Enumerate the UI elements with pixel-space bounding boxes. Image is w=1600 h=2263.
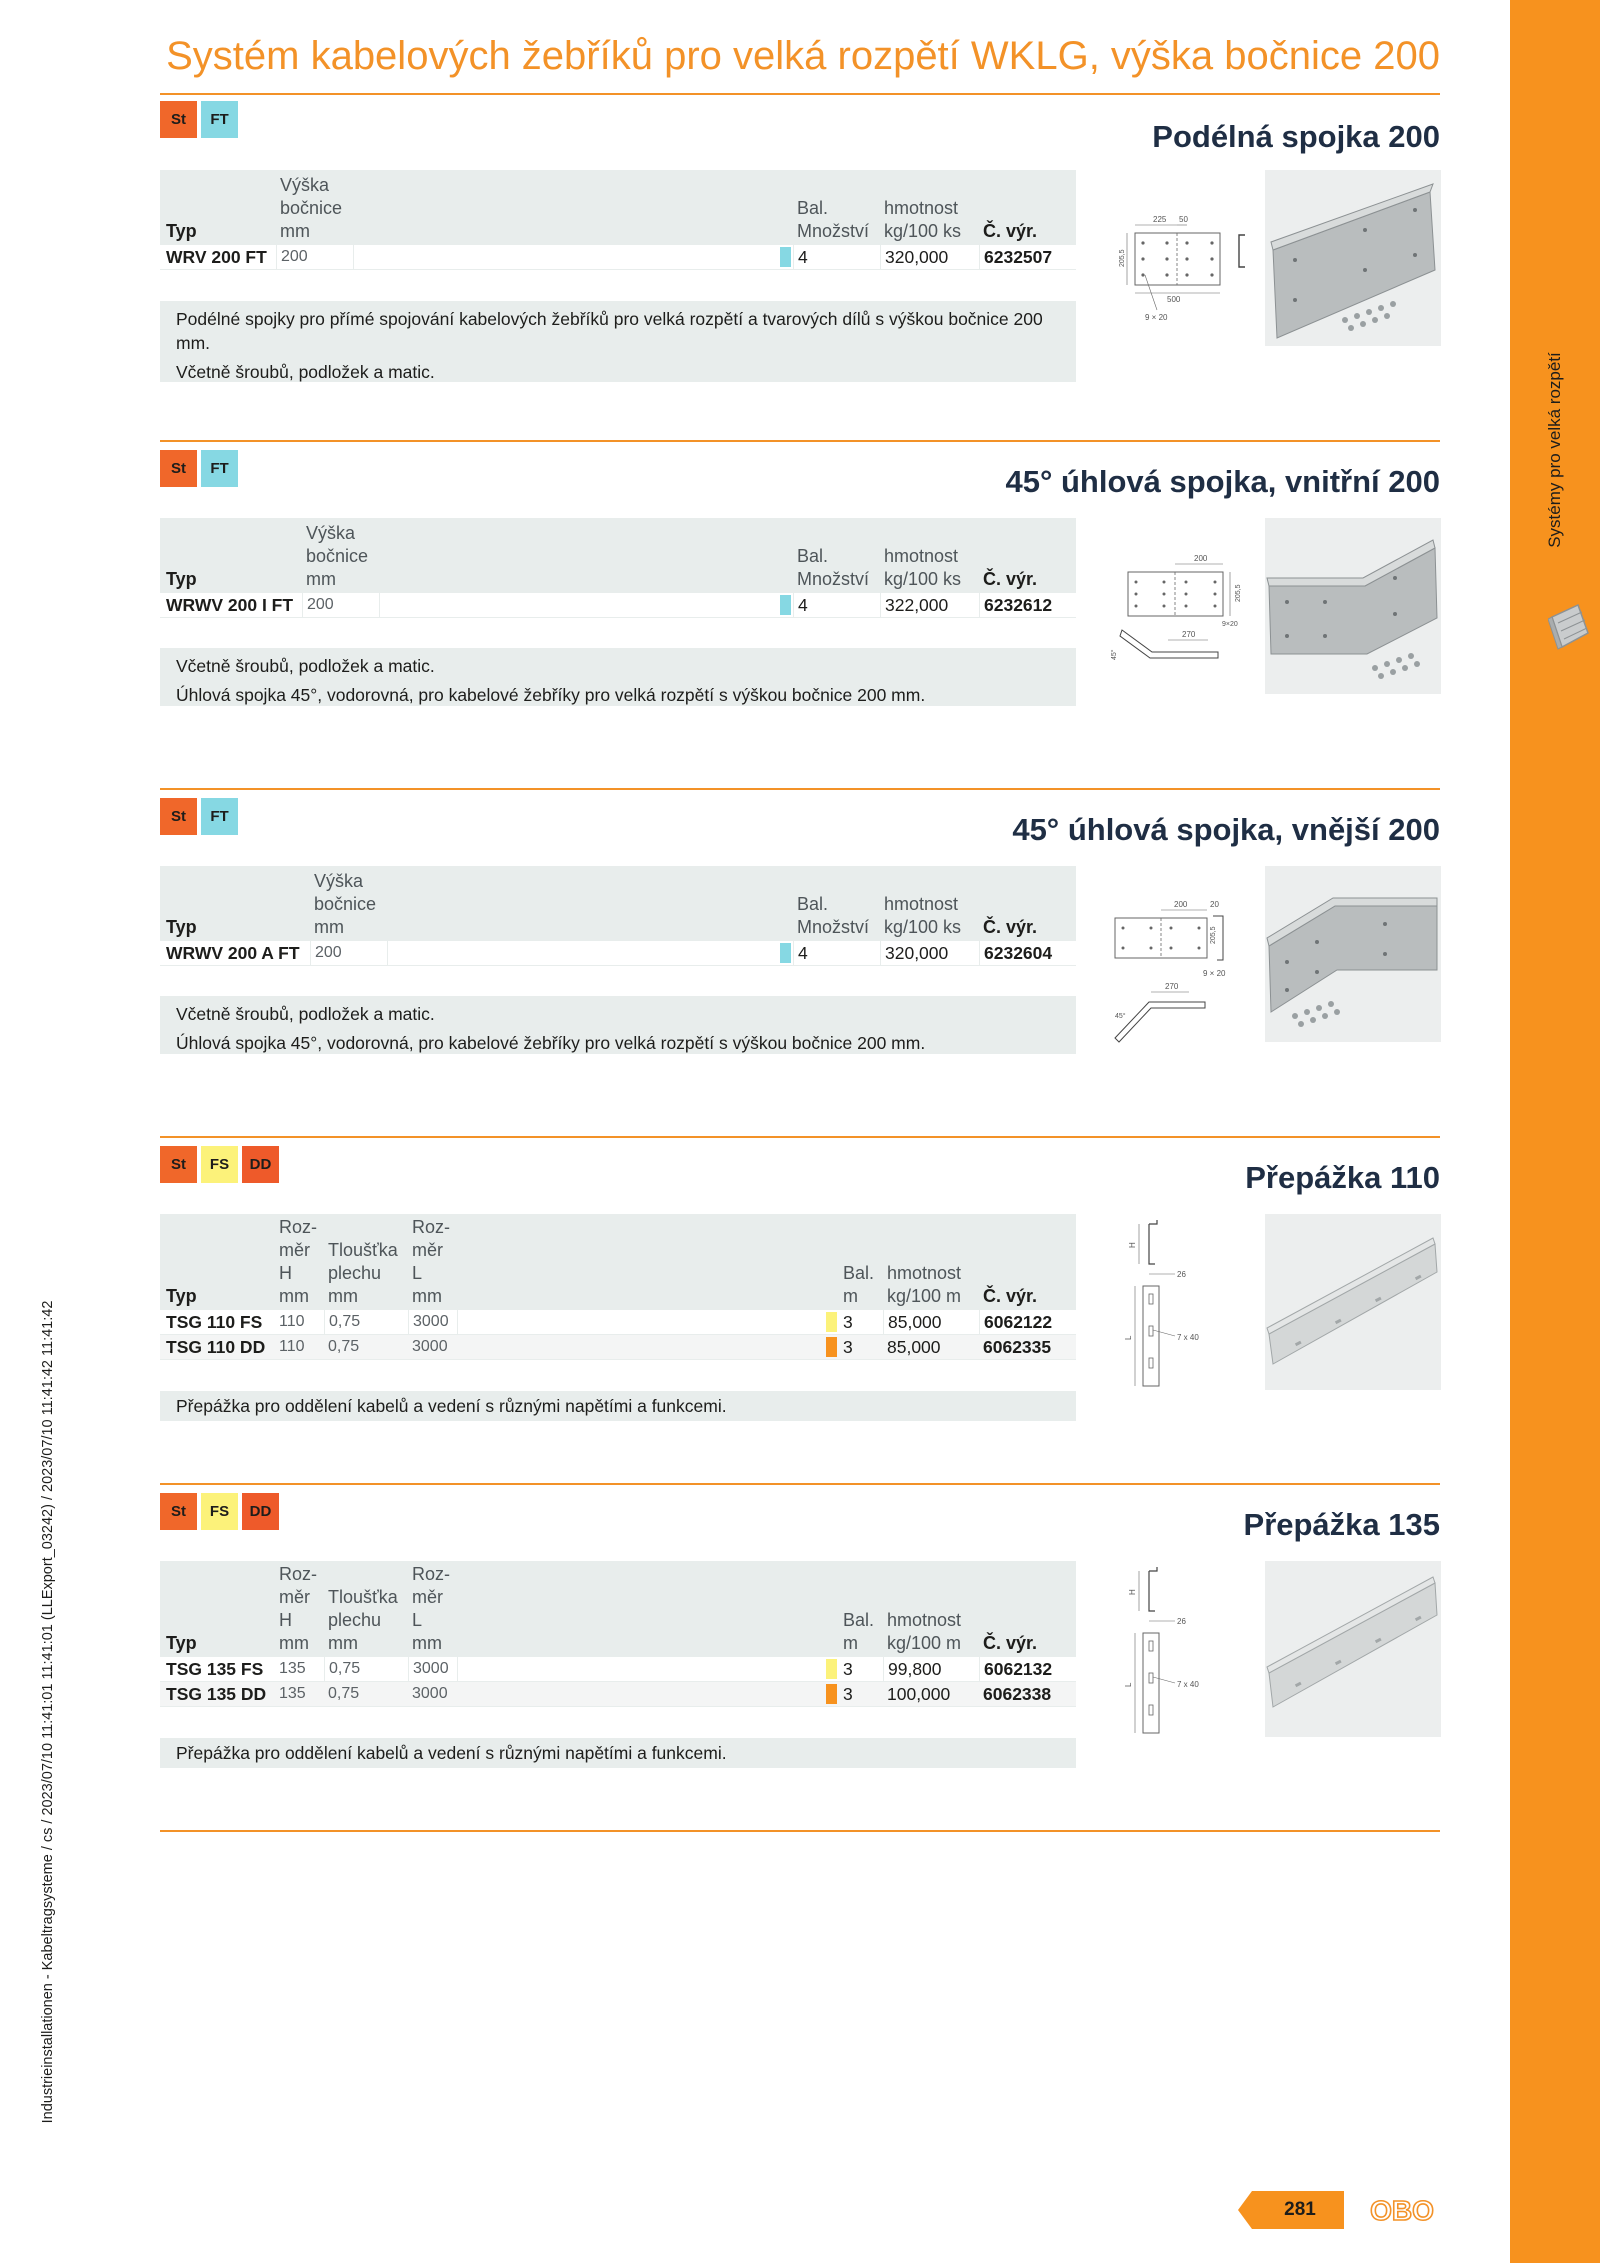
dim-label: H — [1128, 1242, 1137, 1248]
dim-label: 200 — [1174, 900, 1188, 909]
cell-hmotnost: 100,000 — [887, 1684, 951, 1704]
header-hmotnost: hmotnost kg/100 ks — [884, 894, 962, 937]
material-badges — [160, 450, 238, 487]
material-badges — [160, 798, 238, 835]
material-badges — [160, 1493, 279, 1530]
header-tloustka: Tloušťka plechu mm — [328, 1240, 398, 1306]
description-text: Úhlová spojka 45°, vodorovná, pro kabelové žebříky pro velká rozpětí s výškou bočnice 200 mm. — [176, 1033, 926, 1053]
cell-spacer — [353, 245, 789, 269]
table-row — [160, 1682, 1076, 1707]
dim-label: 270 — [1182, 630, 1196, 639]
dim-label: 9×20 — [1222, 621, 1238, 628]
technical-drawing — [1105, 888, 1245, 1063]
dim-label: 20 — [1210, 900, 1219, 909]
header-typ: Typ — [166, 1633, 197, 1653]
header-typ: Typ — [166, 1286, 197, 1306]
dim-label: 500 — [1167, 295, 1181, 304]
product-table — [160, 1214, 1076, 1360]
section-title: 45° úhlová spojka, vnější 200 — [1012, 812, 1440, 847]
header-bal: Bal. Množství — [797, 198, 870, 241]
svg-text:OBO: OBO — [1370, 2195, 1434, 2226]
section-rule — [160, 440, 1440, 442]
cell-bal: 4 — [793, 941, 882, 965]
table-row — [160, 1310, 1076, 1335]
table-row — [160, 245, 1076, 270]
dim-label: 270 — [1165, 982, 1179, 991]
header-rozmer-h: Roz- měr H mm — [279, 1217, 318, 1306]
description-box — [160, 1391, 1076, 1421]
header-vyska: Výška bočnice mm — [306, 523, 369, 589]
cell-tloustka: 0,75 — [328, 1338, 360, 1355]
title-rule — [160, 93, 1440, 95]
header-rozmer-l: Roz- měr L mm — [412, 1564, 451, 1653]
header-vyska: Výška bočnice mm — [280, 175, 343, 241]
dim-label: 50 — [1179, 215, 1188, 224]
table-header — [160, 518, 1076, 593]
product-photo — [1265, 1214, 1441, 1390]
product-photo — [1265, 866, 1441, 1042]
vertical-meta-text: Industrieinstallationen - Kabeltragsysteme / cs / 2023/07/10 11:41:01 11:41:01 (LLExport_03242) / 2023/07/10 11:41:42 11:41:42 — [40, 1300, 56, 2124]
description-text: Včetně šroubů, podložek a matic. — [176, 656, 435, 676]
cell-bal: 3 — [843, 1337, 853, 1357]
section-rule — [160, 1136, 1440, 1138]
badge-st: St — [160, 798, 197, 835]
dim-label: 9 × 20 — [1203, 969, 1226, 978]
cable-ladder-icon — [1548, 603, 1592, 651]
finish-chip-dd — [826, 1337, 837, 1357]
technical-drawing — [1113, 1563, 1253, 1738]
cell-rozmer-h: 135 — [279, 1660, 306, 1677]
cell-rozmer-l: 3000 — [412, 1685, 448, 1702]
cell-typ: TSG 110 DD — [166, 1337, 266, 1357]
product-table — [160, 866, 1076, 966]
cell-hmotnost: 85,000 — [887, 1337, 941, 1357]
dim-label: 26 — [1177, 1270, 1186, 1279]
header-rozmer-l: Roz- měr L mm — [412, 1217, 451, 1306]
dim-label: 205,5 — [1235, 584, 1242, 602]
dim-label: 45° — [1115, 1013, 1126, 1020]
badge-fs: FS — [201, 1146, 238, 1183]
header-hmotnost: hmotnost kg/100 m — [887, 1610, 962, 1653]
cell-cislo-vyr: 6232507 — [979, 245, 1076, 269]
header-tloustka: Tloušťka plechu mm — [328, 1587, 398, 1653]
technical-drawing — [1113, 1216, 1253, 1391]
section-title: Podélná spojka 200 — [1152, 119, 1440, 154]
technical-drawing — [1115, 205, 1255, 380]
badge-ft: FT — [201, 101, 238, 138]
cell-hmotnost: 99,800 — [883, 1657, 984, 1681]
section-title: Přepážka 110 — [1245, 1160, 1440, 1195]
product-photo — [1265, 170, 1441, 346]
cell-typ: WRWV 200 I FT — [166, 595, 294, 615]
header-hmotnost: hmotnost kg/100 ks — [884, 198, 962, 241]
cell-rozmer-l: 3000 — [408, 1310, 457, 1334]
product-photo — [1265, 518, 1441, 694]
badge-dd: DD — [242, 1493, 279, 1530]
description-text: Podélné spojky pro přímé spojování kabelových žebříků pro velká rozpětí a tvarových dílů s výškou bočnice 200 mm. — [176, 309, 1043, 353]
description-box — [160, 301, 1076, 382]
table-row — [160, 941, 1076, 966]
cell-typ: WRV 200 FT — [166, 247, 267, 267]
cell-typ: TSG 110 FS — [166, 1312, 263, 1332]
cell-cislo-vyr: 6062132 — [979, 1657, 1076, 1681]
cell-spacer — [387, 941, 780, 965]
description-box — [160, 648, 1076, 706]
cell-bal: 4 — [793, 593, 882, 617]
cell-spacer — [457, 1310, 826, 1334]
header-cislo-vyr: Č. výr. — [983, 917, 1038, 937]
dim-label: 26 — [1177, 1617, 1186, 1626]
cell-bal: 4 — [793, 245, 882, 269]
cell-rozmer-h: 135 — [279, 1685, 306, 1702]
section-rule — [160, 788, 1440, 790]
cell-typ: TSG 135 FS — [166, 1659, 264, 1679]
table-row — [160, 593, 1076, 618]
cell-tloustka: 0,75 — [328, 1685, 360, 1702]
cell-cislo-vyr: 6232612 — [979, 593, 1076, 617]
header-vyska: Výška bočnice mm — [314, 871, 377, 937]
side-band — [1510, 0, 1600, 2263]
description-text: Včetně šroubů, podložek a matic. — [176, 1004, 435, 1024]
description-text: Přepážka pro oddělení kabelů a vedení s různými napětími a funkcemi. — [176, 1396, 727, 1416]
dim-label: H — [1128, 1589, 1137, 1595]
page-number: 281 — [1284, 2199, 1316, 2220]
dim-label: 225 — [1153, 215, 1167, 224]
finish-chip-fs — [826, 1312, 837, 1332]
product-table — [160, 518, 1076, 618]
cell-bal: 3 — [843, 1684, 853, 1704]
section-rule — [160, 1483, 1440, 1485]
obo-logo — [1362, 2191, 1442, 2229]
dim-label: 9 × 20 — [1145, 313, 1168, 322]
header-typ: Typ — [166, 221, 197, 241]
description-text: Úhlová spojka 45°, vodorovná, pro kabelové žebříky pro velká rozpětí s výškou bočnice 200 mm. — [176, 685, 926, 705]
badge-ft: FT — [201, 450, 238, 487]
cell-spacer — [457, 1657, 826, 1681]
header-typ: Typ — [166, 569, 197, 589]
dim-label: 205,5 — [1119, 249, 1126, 267]
dim-label: 205,5 — [1210, 926, 1217, 944]
dim-label: 7 x 40 — [1177, 1680, 1199, 1689]
dim-label: 200 — [1194, 554, 1208, 563]
cell-vyska: 200 — [302, 593, 383, 617]
product-table — [160, 1561, 1076, 1707]
table-row — [160, 1335, 1076, 1360]
table-header — [160, 170, 1076, 245]
product-photo — [1265, 1561, 1441, 1737]
cell-tloustka: 0,75 — [324, 1310, 413, 1334]
section-rule — [160, 1830, 1440, 1832]
cell-bal: 3 — [843, 1312, 853, 1332]
table-header — [160, 1561, 1076, 1657]
cell-rozmer-h: 110 — [279, 1338, 305, 1355]
finish-chip-dd — [826, 1684, 837, 1704]
cell-rozmer-h: 110 — [279, 1313, 305, 1330]
cell-vyska: 200 — [276, 245, 357, 269]
cell-cislo-vyr: 6232604 — [979, 941, 1076, 965]
dim-label: L — [1124, 1682, 1133, 1687]
dim-label: 45° — [1111, 649, 1118, 660]
header-rozmer-h: Roz- měr H mm — [279, 1564, 318, 1653]
section-title: 45° úhlová spojka, vnitřní 200 — [1005, 464, 1440, 499]
badge-st: St — [160, 101, 197, 138]
page-title: Systém kabelových žebříků pro velká rozpětí WKLG, výška bočnice 200 — [166, 34, 1440, 78]
cell-typ: TSG 135 DD — [166, 1684, 267, 1704]
cell-cislo-vyr: 6062335 — [983, 1337, 1052, 1357]
header-typ: Typ — [166, 917, 197, 937]
cell-hmotnost: 322,000 — [880, 593, 981, 617]
badge-dd: DD — [242, 1146, 279, 1183]
cell-typ: WRWV 200 A FT — [166, 943, 300, 963]
header-hmotnost: hmotnost kg/100 m — [887, 1263, 962, 1306]
cell-spacer — [379, 593, 780, 617]
header-bal: Bal. m — [843, 1263, 875, 1306]
section-title: Přepážka 135 — [1243, 1507, 1440, 1542]
cell-cislo-vyr: 6062338 — [983, 1684, 1052, 1704]
cell-hmotnost: 85,000 — [883, 1310, 984, 1334]
finish-chip-ft — [780, 943, 791, 963]
cell-tloustka: 0,75 — [324, 1657, 413, 1681]
cell-cislo-vyr: 6062122 — [979, 1310, 1076, 1334]
header-cislo-vyr: Č. výr. — [983, 569, 1038, 589]
description-text: Přepážka pro oddělení kabelů a vedení s různými napětími a funkcemi. — [176, 1743, 727, 1763]
dim-label: 7 x 40 — [1177, 1333, 1199, 1342]
finish-chip-ft — [780, 247, 791, 267]
cell-vyska: 200 — [310, 941, 391, 965]
table-header — [160, 1214, 1076, 1310]
cell-rozmer-l: 3000 — [412, 1338, 448, 1355]
badge-st: St — [160, 1493, 197, 1530]
badge-st: St — [160, 450, 197, 487]
cell-hmotnost: 320,000 — [880, 245, 981, 269]
header-cislo-vyr: Č. výr. — [983, 221, 1038, 241]
badge-st: St — [160, 1146, 197, 1183]
header-bal: Bal. Množství — [797, 546, 870, 589]
material-badges — [160, 1146, 279, 1183]
cell-hmotnost: 320,000 — [880, 941, 981, 965]
header-hmotnost: hmotnost kg/100 ks — [884, 546, 962, 589]
badge-ft: FT — [201, 798, 238, 835]
description-box — [160, 996, 1076, 1054]
header-bal: Bal. Množství — [797, 894, 870, 937]
description-box — [160, 1738, 1076, 1768]
header-cislo-vyr: Č. výr. — [983, 1633, 1038, 1653]
header-bal: Bal. m — [843, 1610, 875, 1653]
product-table — [160, 170, 1076, 270]
technical-drawing — [1108, 550, 1248, 725]
material-badges — [160, 101, 238, 138]
description-text: Včetně šroubů, podložek a matic. — [176, 362, 435, 382]
finish-chip-fs — [826, 1659, 837, 1679]
cell-rozmer-l: 3000 — [408, 1657, 457, 1681]
cell-bal: 3 — [843, 1659, 853, 1679]
table-row — [160, 1657, 1076, 1682]
badge-fs: FS — [201, 1493, 238, 1530]
header-cislo-vyr: Č. výr. — [983, 1286, 1038, 1306]
table-header — [160, 866, 1076, 941]
finish-chip-ft — [780, 595, 791, 615]
dim-label: L — [1124, 1335, 1133, 1340]
side-label: Systémy pro velká rozpětí — [1545, 352, 1564, 548]
